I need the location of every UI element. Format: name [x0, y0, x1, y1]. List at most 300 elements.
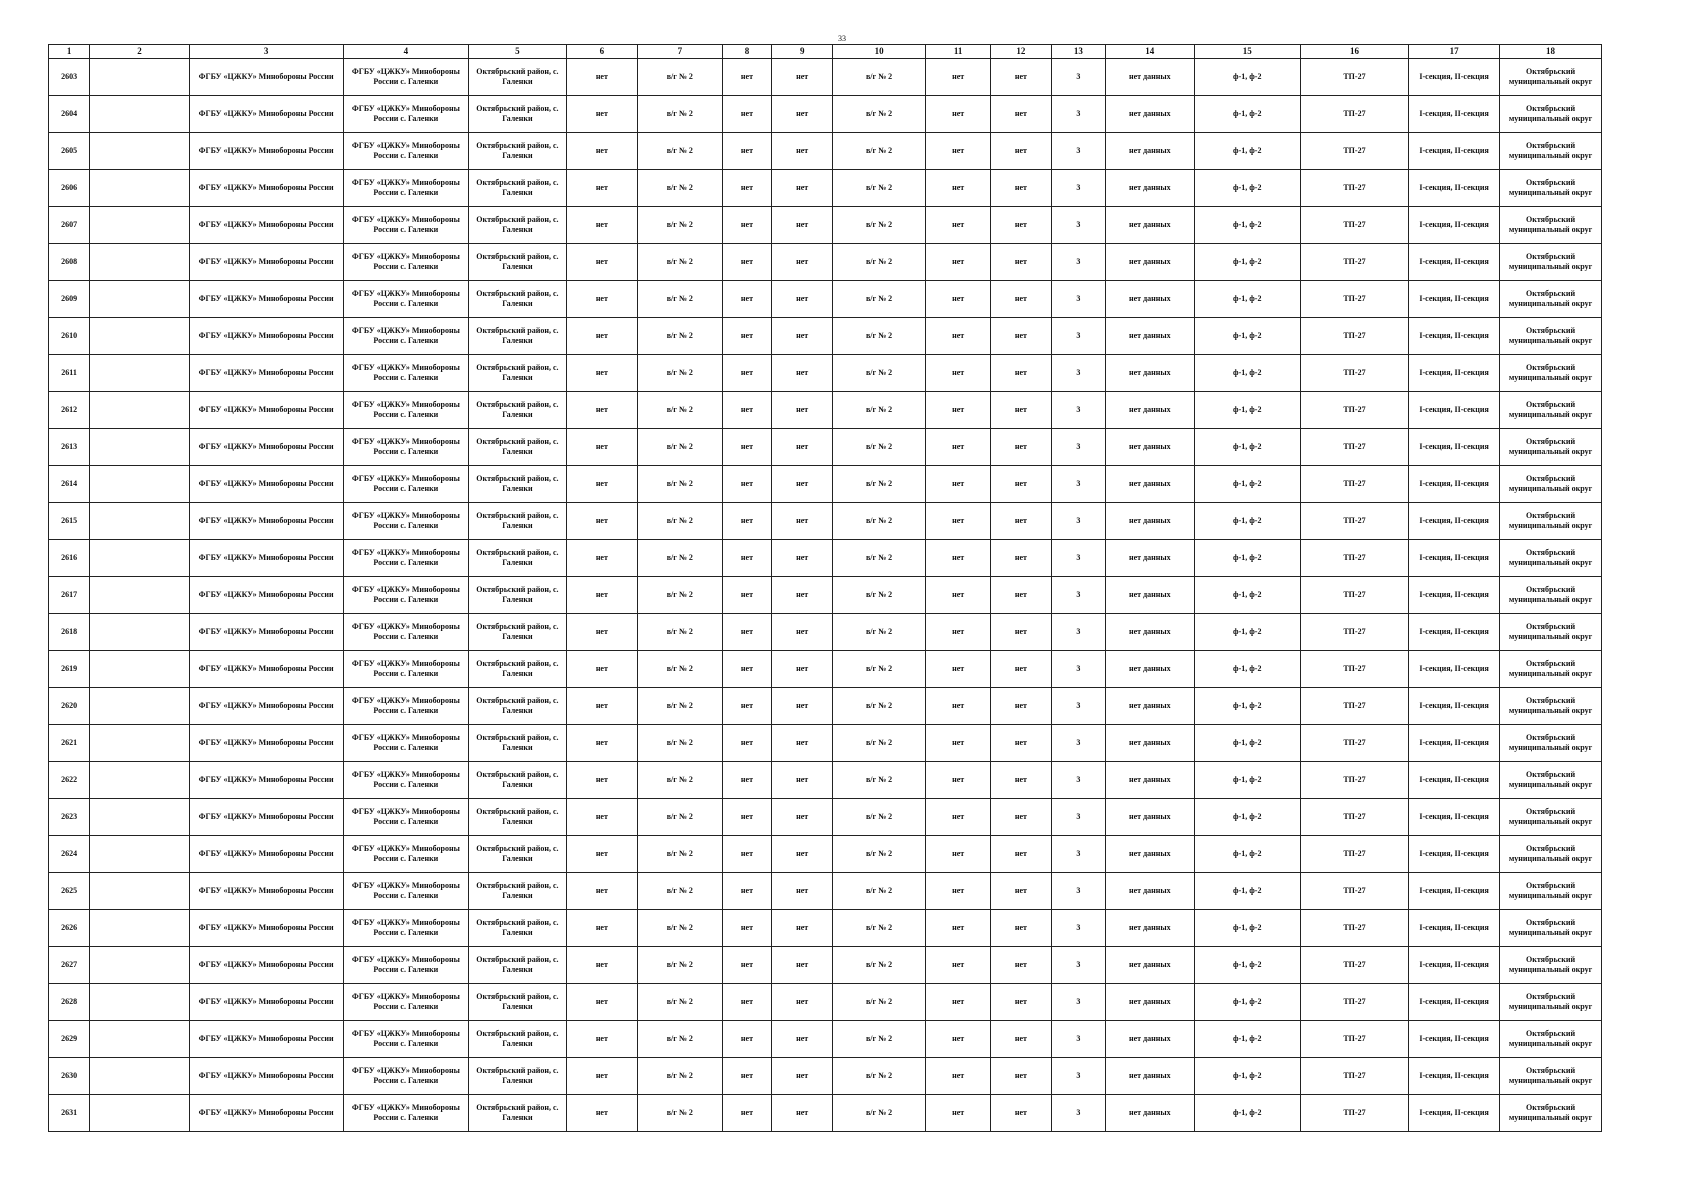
address-cell: Октябрьский район, с. Галенки: [469, 947, 566, 984]
column-8-cell: нет: [722, 281, 772, 318]
military-town-cell: в/г № 2: [638, 133, 722, 170]
column-6-cell: нет: [566, 133, 637, 170]
municipality-cell: Октябрьский муниципальный округ: [1500, 762, 1602, 799]
column-12-cell: нет: [991, 651, 1052, 688]
address-cell: Октябрьский район, с. Галенки: [469, 244, 566, 281]
column-number-header: 12: [991, 45, 1052, 59]
substation-cell: ТП-27: [1300, 59, 1408, 96]
column-8-cell: нет: [722, 1058, 772, 1095]
column-2-cell: [90, 984, 190, 1021]
quantity-cell: 3: [1051, 392, 1105, 429]
military-town-2-cell: в/г № 2: [833, 133, 926, 170]
column-2-cell: [90, 577, 190, 614]
column-11-cell: нет: [926, 244, 991, 281]
column-11-cell: нет: [926, 762, 991, 799]
table-row: [49, 392, 1602, 429]
column-2-cell: [90, 170, 190, 207]
military-town-2-cell: в/г № 2: [833, 244, 926, 281]
quantity-cell: 3: [1051, 1021, 1105, 1058]
column-8-cell: нет: [722, 170, 772, 207]
operator-cell: ФГБУ «ЦЖКУ» Минобороны России с. Галенки: [343, 688, 469, 725]
row-number-cell: 2608: [49, 244, 90, 281]
column-9-cell: нет: [772, 577, 833, 614]
operator-cell: ФГБУ «ЦЖКУ» Минобороны России с. Галенки: [343, 466, 469, 503]
column-9-cell: нет: [772, 170, 833, 207]
quantity-cell: 3: [1051, 540, 1105, 577]
owner-cell: ФГБУ «ЦЖКУ» Минобороны России: [189, 688, 343, 725]
column-2-cell: [90, 96, 190, 133]
feeder-cell: ф-1, ф-2: [1194, 1095, 1300, 1132]
operator-cell: ФГБУ «ЦЖКУ» Минобороны России с. Галенки: [343, 799, 469, 836]
quantity-cell: 3: [1051, 429, 1105, 466]
military-town-cell: в/г № 2: [638, 170, 722, 207]
address-cell: Октябрьский район, с. Галенки: [469, 503, 566, 540]
substation-cell: ТП-27: [1300, 281, 1408, 318]
column-2-cell: [90, 1095, 190, 1132]
column-6-cell: нет: [566, 799, 637, 836]
section-cell: I-секция, II-секция: [1409, 540, 1500, 577]
column-9-cell: нет: [772, 133, 833, 170]
column-6-cell: нет: [566, 873, 637, 910]
municipality-cell: Октябрьский муниципальный округ: [1500, 725, 1602, 762]
column-6-cell: нет: [566, 207, 637, 244]
owner-cell: ФГБУ «ЦЖКУ» Минобороны России: [189, 429, 343, 466]
column-8-cell: нет: [722, 429, 772, 466]
column-9-cell: нет: [772, 651, 833, 688]
owner-cell: ФГБУ «ЦЖКУ» Минобороны России: [189, 651, 343, 688]
table-row: [49, 651, 1602, 688]
column-9-cell: нет: [772, 355, 833, 392]
municipality-cell: Октябрьский муниципальный округ: [1500, 466, 1602, 503]
table-row: [49, 725, 1602, 762]
feeder-cell: ф-1, ф-2: [1194, 133, 1300, 170]
column-11-cell: нет: [926, 318, 991, 355]
municipality-cell: Октябрьский муниципальный округ: [1500, 910, 1602, 947]
column-6-cell: нет: [566, 355, 637, 392]
column-12-cell: нет: [991, 59, 1052, 96]
quantity-cell: 3: [1051, 910, 1105, 947]
operator-cell: ФГБУ «ЦЖКУ» Минобороны России с. Галенки: [343, 59, 469, 96]
quantity-cell: 3: [1051, 836, 1105, 873]
no-data-cell: нет данных: [1105, 1058, 1194, 1095]
address-cell: Октябрьский район, с. Галенки: [469, 207, 566, 244]
column-12-cell: нет: [991, 984, 1052, 1021]
address-cell: Октябрьский район, с. Галенки: [469, 873, 566, 910]
column-8-cell: нет: [722, 614, 772, 651]
section-cell: I-секция, II-секция: [1409, 318, 1500, 355]
no-data-cell: нет данных: [1105, 318, 1194, 355]
column-number-header: 11: [926, 45, 991, 59]
quantity-cell: 3: [1051, 503, 1105, 540]
column-11-cell: нет: [926, 910, 991, 947]
column-9-cell: нет: [772, 318, 833, 355]
column-number-header: 13: [1051, 45, 1105, 59]
column-11-cell: нет: [926, 281, 991, 318]
feeder-cell: ф-1, ф-2: [1194, 503, 1300, 540]
column-2-cell: [90, 244, 190, 281]
no-data-cell: нет данных: [1105, 873, 1194, 910]
quantity-cell: 3: [1051, 1095, 1105, 1132]
column-9-cell: нет: [772, 1058, 833, 1095]
military-town-cell: в/г № 2: [638, 1095, 722, 1132]
column-8-cell: нет: [722, 133, 772, 170]
address-cell: Октябрьский район, с. Галенки: [469, 1058, 566, 1095]
column-9-cell: нет: [772, 836, 833, 873]
column-11-cell: нет: [926, 836, 991, 873]
substation-cell: ТП-27: [1300, 614, 1408, 651]
feeder-cell: ф-1, ф-2: [1194, 947, 1300, 984]
column-number-header: 7: [638, 45, 722, 59]
section-cell: I-секция, II-секция: [1409, 429, 1500, 466]
column-12-cell: нет: [991, 614, 1052, 651]
column-9-cell: нет: [772, 984, 833, 1021]
column-6-cell: нет: [566, 281, 637, 318]
owner-cell: ФГБУ «ЦЖКУ» Минобороны России: [189, 207, 343, 244]
row-number-cell: 2603: [49, 59, 90, 96]
no-data-cell: нет данных: [1105, 207, 1194, 244]
feeder-cell: ф-1, ф-2: [1194, 762, 1300, 799]
column-12-cell: нет: [991, 133, 1052, 170]
row-number-cell: 2609: [49, 281, 90, 318]
column-6-cell: нет: [566, 392, 637, 429]
military-town-2-cell: в/г № 2: [833, 1058, 926, 1095]
quantity-cell: 3: [1051, 281, 1105, 318]
table-row: [49, 1095, 1602, 1132]
column-6-cell: нет: [566, 836, 637, 873]
registry-table: [48, 44, 1602, 1132]
column-11-cell: нет: [926, 503, 991, 540]
table-row: [49, 466, 1602, 503]
municipality-cell: Октябрьский муниципальный округ: [1500, 207, 1602, 244]
municipality-cell: Октябрьский муниципальный округ: [1500, 947, 1602, 984]
column-12-cell: нет: [991, 281, 1052, 318]
municipality-cell: Октябрьский муниципальный округ: [1500, 281, 1602, 318]
table-row: [49, 207, 1602, 244]
table-row: [49, 1058, 1602, 1095]
no-data-cell: нет данных: [1105, 910, 1194, 947]
column-2-cell: [90, 503, 190, 540]
row-number-cell: 2621: [49, 725, 90, 762]
column-12-cell: нет: [991, 910, 1052, 947]
row-number-cell: 2623: [49, 799, 90, 836]
column-2-cell: [90, 207, 190, 244]
row-number-cell: 2628: [49, 984, 90, 1021]
column-number-header: 18: [1500, 45, 1602, 59]
column-number-header: 1: [49, 45, 90, 59]
operator-cell: ФГБУ «ЦЖКУ» Минобороны России с. Галенки: [343, 281, 469, 318]
operator-cell: ФГБУ «ЦЖКУ» Минобороны России с. Галенки: [343, 984, 469, 1021]
no-data-cell: нет данных: [1105, 614, 1194, 651]
no-data-cell: нет данных: [1105, 392, 1194, 429]
column-6-cell: нет: [566, 429, 637, 466]
no-data-cell: нет данных: [1105, 799, 1194, 836]
military-town-2-cell: в/г № 2: [833, 207, 926, 244]
no-data-cell: нет данных: [1105, 836, 1194, 873]
military-town-2-cell: в/г № 2: [833, 799, 926, 836]
military-town-cell: в/г № 2: [638, 429, 722, 466]
column-number-header: 2: [90, 45, 190, 59]
column-11-cell: нет: [926, 355, 991, 392]
operator-cell: ФГБУ «ЦЖКУ» Минобороны России с. Галенки: [343, 392, 469, 429]
no-data-cell: нет данных: [1105, 466, 1194, 503]
address-cell: Октябрьский район, с. Галенки: [469, 725, 566, 762]
military-town-cell: в/г № 2: [638, 281, 722, 318]
substation-cell: ТП-27: [1300, 170, 1408, 207]
feeder-cell: ф-1, ф-2: [1194, 207, 1300, 244]
municipality-cell: Октябрьский муниципальный округ: [1500, 59, 1602, 96]
row-number-cell: 2622: [49, 762, 90, 799]
substation-cell: ТП-27: [1300, 947, 1408, 984]
owner-cell: ФГБУ «ЦЖКУ» Минобороны России: [189, 466, 343, 503]
section-cell: I-секция, II-секция: [1409, 503, 1500, 540]
military-town-cell: в/г № 2: [638, 207, 722, 244]
military-town-cell: в/г № 2: [638, 799, 722, 836]
column-12-cell: нет: [991, 947, 1052, 984]
owner-cell: ФГБУ «ЦЖКУ» Минобороны России: [189, 281, 343, 318]
column-12-cell: нет: [991, 688, 1052, 725]
no-data-cell: нет данных: [1105, 540, 1194, 577]
military-town-cell: в/г № 2: [638, 984, 722, 1021]
owner-cell: ФГБУ «ЦЖКУ» Минобороны России: [189, 836, 343, 873]
column-6-cell: нет: [566, 318, 637, 355]
column-12-cell: нет: [991, 1095, 1052, 1132]
no-data-cell: нет данных: [1105, 577, 1194, 614]
quantity-cell: 3: [1051, 96, 1105, 133]
feeder-cell: ф-1, ф-2: [1194, 59, 1300, 96]
section-cell: I-секция, II-секция: [1409, 873, 1500, 910]
municipality-cell: Октябрьский муниципальный округ: [1500, 96, 1602, 133]
substation-cell: ТП-27: [1300, 799, 1408, 836]
feeder-cell: ф-1, ф-2: [1194, 318, 1300, 355]
column-8-cell: нет: [722, 947, 772, 984]
military-town-2-cell: в/г № 2: [833, 762, 926, 799]
column-9-cell: нет: [772, 392, 833, 429]
column-2-cell: [90, 947, 190, 984]
military-town-2-cell: в/г № 2: [833, 614, 926, 651]
address-cell: Октябрьский район, с. Галенки: [469, 281, 566, 318]
municipality-cell: Октябрьский муниципальный округ: [1500, 614, 1602, 651]
column-8-cell: нет: [722, 984, 772, 1021]
column-6-cell: нет: [566, 651, 637, 688]
column-11-cell: нет: [926, 207, 991, 244]
quantity-cell: 3: [1051, 207, 1105, 244]
column-12-cell: нет: [991, 207, 1052, 244]
quantity-cell: 3: [1051, 466, 1105, 503]
column-8-cell: нет: [722, 59, 772, 96]
operator-cell: ФГБУ «ЦЖКУ» Минобороны России с. Галенки: [343, 429, 469, 466]
column-11-cell: нет: [926, 688, 991, 725]
column-2-cell: [90, 540, 190, 577]
military-town-cell: в/г № 2: [638, 392, 722, 429]
section-cell: I-секция, II-секция: [1409, 1095, 1500, 1132]
column-12-cell: нет: [991, 873, 1052, 910]
military-town-2-cell: в/г № 2: [833, 281, 926, 318]
feeder-cell: ф-1, ф-2: [1194, 688, 1300, 725]
military-town-2-cell: в/г № 2: [833, 540, 926, 577]
municipality-cell: Октябрьский муниципальный округ: [1500, 984, 1602, 1021]
column-8-cell: нет: [722, 799, 772, 836]
column-2-cell: [90, 355, 190, 392]
municipality-cell: Октябрьский муниципальный округ: [1500, 799, 1602, 836]
address-cell: Октябрьский район, с. Галенки: [469, 96, 566, 133]
operator-cell: ФГБУ «ЦЖКУ» Минобороны России с. Галенки: [343, 170, 469, 207]
substation-cell: ТП-27: [1300, 984, 1408, 1021]
military-town-2-cell: в/г № 2: [833, 947, 926, 984]
column-2-cell: [90, 466, 190, 503]
quantity-cell: 3: [1051, 614, 1105, 651]
no-data-cell: нет данных: [1105, 1021, 1194, 1058]
column-2-cell: [90, 1058, 190, 1095]
military-town-cell: в/г № 2: [638, 577, 722, 614]
no-data-cell: нет данных: [1105, 96, 1194, 133]
column-8-cell: нет: [722, 910, 772, 947]
no-data-cell: нет данных: [1105, 244, 1194, 281]
address-cell: Октябрьский район, с. Галенки: [469, 577, 566, 614]
column-2-cell: [90, 799, 190, 836]
feeder-cell: ф-1, ф-2: [1194, 873, 1300, 910]
column-6-cell: нет: [566, 1095, 637, 1132]
row-number-cell: 2607: [49, 207, 90, 244]
column-11-cell: нет: [926, 984, 991, 1021]
substation-cell: ТП-27: [1300, 133, 1408, 170]
owner-cell: ФГБУ «ЦЖКУ» Минобороны России: [189, 318, 343, 355]
column-11-cell: нет: [926, 133, 991, 170]
feeder-cell: ф-1, ф-2: [1194, 614, 1300, 651]
column-9-cell: нет: [772, 503, 833, 540]
column-6-cell: нет: [566, 1058, 637, 1095]
row-number-cell: 2617: [49, 577, 90, 614]
column-12-cell: нет: [991, 540, 1052, 577]
owner-cell: ФГБУ «ЦЖКУ» Минобороны России: [189, 762, 343, 799]
quantity-cell: 3: [1051, 984, 1105, 1021]
operator-cell: ФГБУ «ЦЖКУ» Минобороны России с. Галенки: [343, 577, 469, 614]
military-town-cell: в/г № 2: [638, 96, 722, 133]
operator-cell: ФГБУ «ЦЖКУ» Минобороны России с. Галенки: [343, 873, 469, 910]
column-9-cell: нет: [772, 762, 833, 799]
owner-cell: ФГБУ «ЦЖКУ» Минобороны России: [189, 873, 343, 910]
operator-cell: ФГБУ «ЦЖКУ» Минобороны России с. Галенки: [343, 1095, 469, 1132]
column-number-header: 4: [343, 45, 469, 59]
quantity-cell: 3: [1051, 355, 1105, 392]
operator-cell: ФГБУ «ЦЖКУ» Минобороны России с. Галенки: [343, 96, 469, 133]
operator-cell: ФГБУ «ЦЖКУ» Минобороны России с. Галенки: [343, 244, 469, 281]
owner-cell: ФГБУ «ЦЖКУ» Минобороны России: [189, 947, 343, 984]
table-row: [49, 59, 1602, 96]
column-9-cell: нет: [772, 207, 833, 244]
section-cell: I-секция, II-секция: [1409, 910, 1500, 947]
column-12-cell: нет: [991, 96, 1052, 133]
column-2-cell: [90, 651, 190, 688]
column-6-cell: нет: [566, 725, 637, 762]
owner-cell: ФГБУ «ЦЖКУ» Минобороны России: [189, 244, 343, 281]
feeder-cell: ф-1, ф-2: [1194, 1021, 1300, 1058]
column-8-cell: нет: [722, 503, 772, 540]
operator-cell: ФГБУ «ЦЖКУ» Минобороны России с. Галенки: [343, 725, 469, 762]
municipality-cell: Октябрьский муниципальный округ: [1500, 318, 1602, 355]
owner-cell: ФГБУ «ЦЖКУ» Минобороны России: [189, 725, 343, 762]
registry-sheet: [48, 44, 1602, 1132]
address-cell: Октябрьский район, с. Галенки: [469, 1021, 566, 1058]
address-cell: Октябрьский район, с. Галенки: [469, 318, 566, 355]
row-number-cell: 2624: [49, 836, 90, 873]
military-town-2-cell: в/г № 2: [833, 170, 926, 207]
address-cell: Октябрьский район, с. Галенки: [469, 392, 566, 429]
column-9-cell: нет: [772, 688, 833, 725]
row-number-cell: 2630: [49, 1058, 90, 1095]
owner-cell: ФГБУ «ЦЖКУ» Минобороны России: [189, 355, 343, 392]
column-12-cell: нет: [991, 1058, 1052, 1095]
municipality-cell: Октябрьский муниципальный округ: [1500, 133, 1602, 170]
table-row: [49, 984, 1602, 1021]
quantity-cell: 3: [1051, 1058, 1105, 1095]
column-8-cell: нет: [722, 651, 772, 688]
substation-cell: ТП-27: [1300, 651, 1408, 688]
column-11-cell: нет: [926, 429, 991, 466]
feeder-cell: ф-1, ф-2: [1194, 355, 1300, 392]
table-row: [49, 355, 1602, 392]
column-9-cell: нет: [772, 614, 833, 651]
column-12-cell: нет: [991, 466, 1052, 503]
military-town-cell: в/г № 2: [638, 503, 722, 540]
owner-cell: ФГБУ «ЦЖКУ» Минобороны России: [189, 96, 343, 133]
substation-cell: ТП-27: [1300, 688, 1408, 725]
military-town-2-cell: в/г № 2: [833, 318, 926, 355]
column-9-cell: нет: [772, 947, 833, 984]
feeder-cell: ф-1, ф-2: [1194, 984, 1300, 1021]
address-cell: Октябрьский район, с. Галенки: [469, 355, 566, 392]
military-town-2-cell: в/г № 2: [833, 59, 926, 96]
quantity-cell: 3: [1051, 170, 1105, 207]
row-number-cell: 2627: [49, 947, 90, 984]
column-8-cell: нет: [722, 836, 772, 873]
substation-cell: ТП-27: [1300, 910, 1408, 947]
quantity-cell: 3: [1051, 725, 1105, 762]
column-8-cell: нет: [722, 392, 772, 429]
column-8-cell: нет: [722, 688, 772, 725]
feeder-cell: ф-1, ф-2: [1194, 1058, 1300, 1095]
owner-cell: ФГБУ «ЦЖКУ» Минобороны России: [189, 910, 343, 947]
military-town-2-cell: в/г № 2: [833, 503, 926, 540]
column-2-cell: [90, 762, 190, 799]
military-town-cell: в/г № 2: [638, 244, 722, 281]
column-11-cell: нет: [926, 651, 991, 688]
column-8-cell: нет: [722, 873, 772, 910]
column-11-cell: нет: [926, 947, 991, 984]
column-number-header: 17: [1409, 45, 1500, 59]
operator-cell: ФГБУ «ЦЖКУ» Минобороны России с. Галенки: [343, 762, 469, 799]
column-6-cell: нет: [566, 1021, 637, 1058]
column-6-cell: нет: [566, 577, 637, 614]
column-6-cell: нет: [566, 466, 637, 503]
column-11-cell: нет: [926, 96, 991, 133]
no-data-cell: нет данных: [1105, 1095, 1194, 1132]
section-cell: I-секция, II-секция: [1409, 133, 1500, 170]
column-12-cell: нет: [991, 799, 1052, 836]
quantity-cell: 3: [1051, 577, 1105, 614]
quantity-cell: 3: [1051, 947, 1105, 984]
quantity-cell: 3: [1051, 651, 1105, 688]
section-cell: I-секция, II-секция: [1409, 466, 1500, 503]
military-town-cell: в/г № 2: [638, 355, 722, 392]
address-cell: Октябрьский район, с. Галенки: [469, 59, 566, 96]
column-12-cell: нет: [991, 762, 1052, 799]
military-town-2-cell: в/г № 2: [833, 1021, 926, 1058]
column-6-cell: нет: [566, 244, 637, 281]
table-row: [49, 1021, 1602, 1058]
table-row: [49, 318, 1602, 355]
military-town-2-cell: в/г № 2: [833, 355, 926, 392]
section-cell: I-секция, II-секция: [1409, 1021, 1500, 1058]
